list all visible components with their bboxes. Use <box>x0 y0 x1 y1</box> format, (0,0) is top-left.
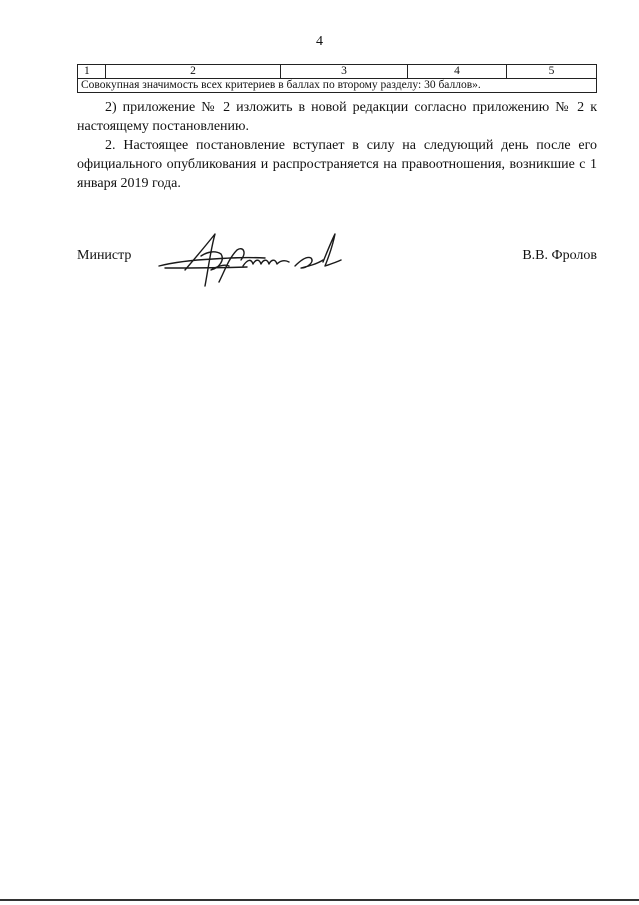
table-header-row <box>78 65 597 79</box>
paragraph: 2) приложение № 2 изложить в новой редакции согласно приложению № 2 к настоящему постановлению. <box>77 100 597 134</box>
signatory-position: Министр <box>77 248 132 263</box>
table-column-number: 2 <box>106 65 281 79</box>
signature-block <box>77 226 597 296</box>
table-summary-cell: Совокупная значимость всех критериев в баллах по второму разделу: 30 баллов». <box>78 79 597 93</box>
criteria-table <box>77 64 597 93</box>
signatory-name: В.В. Фролов <box>522 248 597 263</box>
document-body <box>77 98 597 193</box>
page-number: 4 <box>316 34 323 49</box>
table-column-number: 3 <box>281 65 408 79</box>
handwritten-signature-icon <box>155 226 345 292</box>
table-column-number: 5 <box>507 65 597 79</box>
paragraph: 2. Настоящее постановление вступает в силу на следующий день после его официального опубликования и распространяется на правоотношения, возникшие с 1 января 2019 года. <box>77 138 597 191</box>
scan-bottom-edge <box>0 899 639 901</box>
table-summary-row <box>78 79 597 93</box>
table-column-number: 4 <box>408 65 507 79</box>
table-column-number: 1 <box>78 65 106 79</box>
